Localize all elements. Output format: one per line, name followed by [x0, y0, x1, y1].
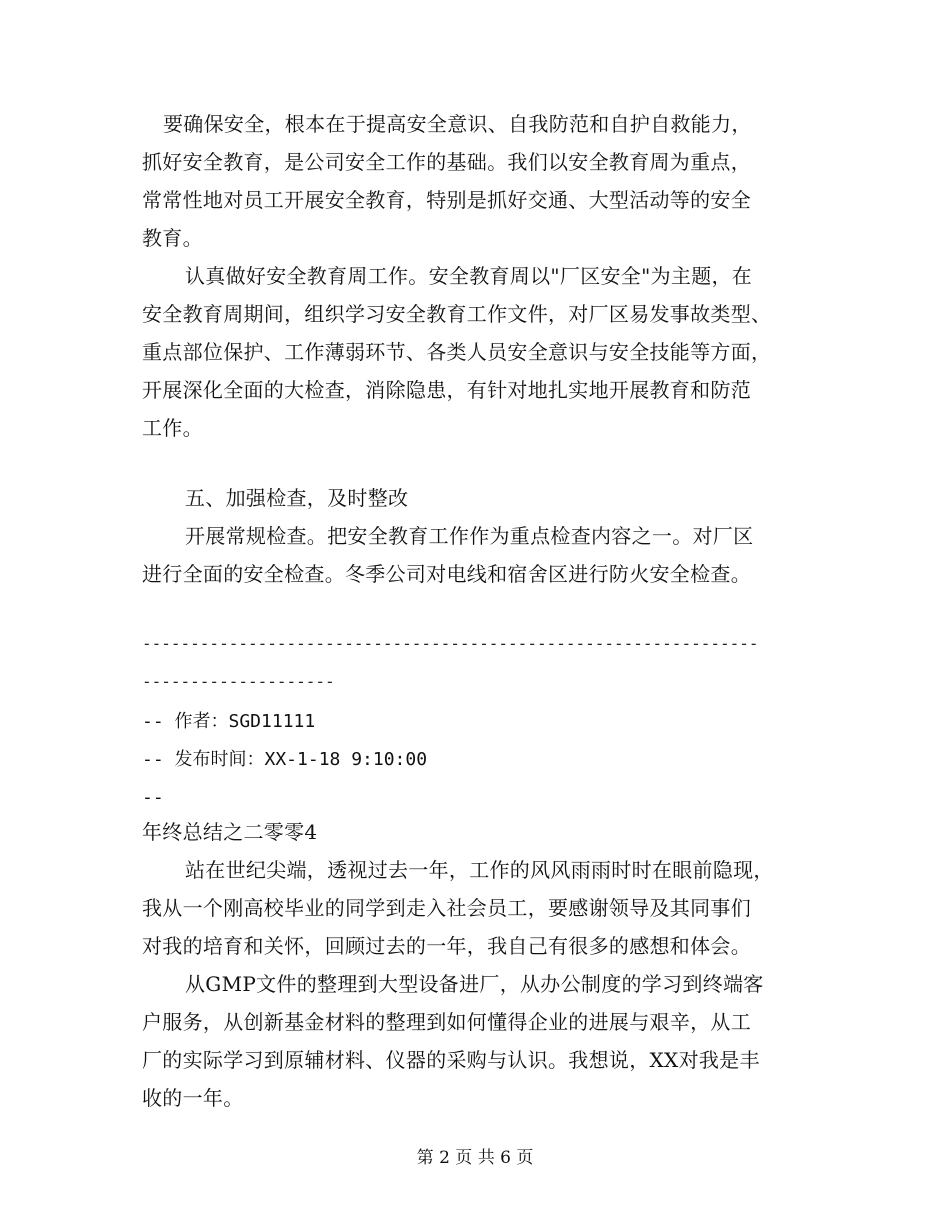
divider-line: ---------------------------------------------------------------- — [142, 634, 759, 653]
paragraph-line: 开展常规检查。把安全教育工作作为重点检查内容之一。对厂区 — [185, 524, 754, 548]
paragraph-line: 要确保安全，根本在于提高安全意识、自我防范和自护自救能力， — [163, 112, 752, 136]
paragraph-line: 进行全面的安全检查。冬季公司对电线和宿舍区进行防火安全检查。 — [142, 562, 751, 586]
paragraph-line: 站在世纪尖端，透视过去一年，工作的风风雨雨时时在眼前隐现， — [185, 858, 774, 882]
divider-line: -------------------- — [142, 672, 335, 691]
paragraph-line: 厂的实际学习到原辅材料、仪器的采购与认识。我想说，XX对我是丰 — [142, 1048, 760, 1072]
author-line: -- 作者：SGD11111 — [142, 711, 316, 732]
paragraph-line: 教育。 — [142, 226, 203, 250]
paragraph-line: 对我的培育和关怀，回顾过去的一年，我自己有很多的感想和体会。 — [142, 934, 751, 958]
paragraph-line: 工作。 — [142, 416, 203, 440]
paragraph-line: 常常性地对员工开展安全教育，特别是抓好交通、大型活动等的安全 — [142, 188, 751, 212]
paragraph-line: 收的一年。 — [142, 1086, 244, 1110]
paragraph-line: 开展深化全面的大检查，消除隐患，有针对地扎实地开展教育和防范 — [142, 378, 751, 402]
end-marker: -- — [142, 787, 164, 808]
page-number-footer: 第 2 页 共 6 页 — [416, 1148, 534, 1168]
paragraph-line: 安全教育周期间，组织学习安全教育工作文件，对厂区易发事故类型、 — [142, 302, 772, 326]
publish-time-line: -- 发布时间：XX-1-18 9:10:00 — [142, 749, 428, 770]
paragraph-line: 我从一个刚高校毕业的同学到走入社会员工，要感谢领导及其同事们 — [142, 896, 751, 920]
paragraph-line: 抓好安全教育，是公司安全工作的基础。我们以安全教育周为重点， — [142, 150, 751, 174]
article-title: 年终总结之二零零4 — [142, 820, 318, 844]
paragraph-line: 重点部位保护、工作薄弱环节、各类人员安全意识与安全技能等方面， — [142, 340, 772, 364]
paragraph-line: 认真做好安全教育周工作。安全教育周以"厂区安全"为主题，在 — [185, 264, 753, 288]
paragraph-line: 户服务，从创新基金材料的整理到如何懂得企业的进展与艰辛，从工 — [142, 1010, 751, 1034]
paragraph-line: 从GMP文件的整理到大型设备进厂，从办公制度的学习到终端客 — [185, 972, 764, 996]
section-heading: 五、加强检查，及时整改 — [185, 486, 409, 510]
